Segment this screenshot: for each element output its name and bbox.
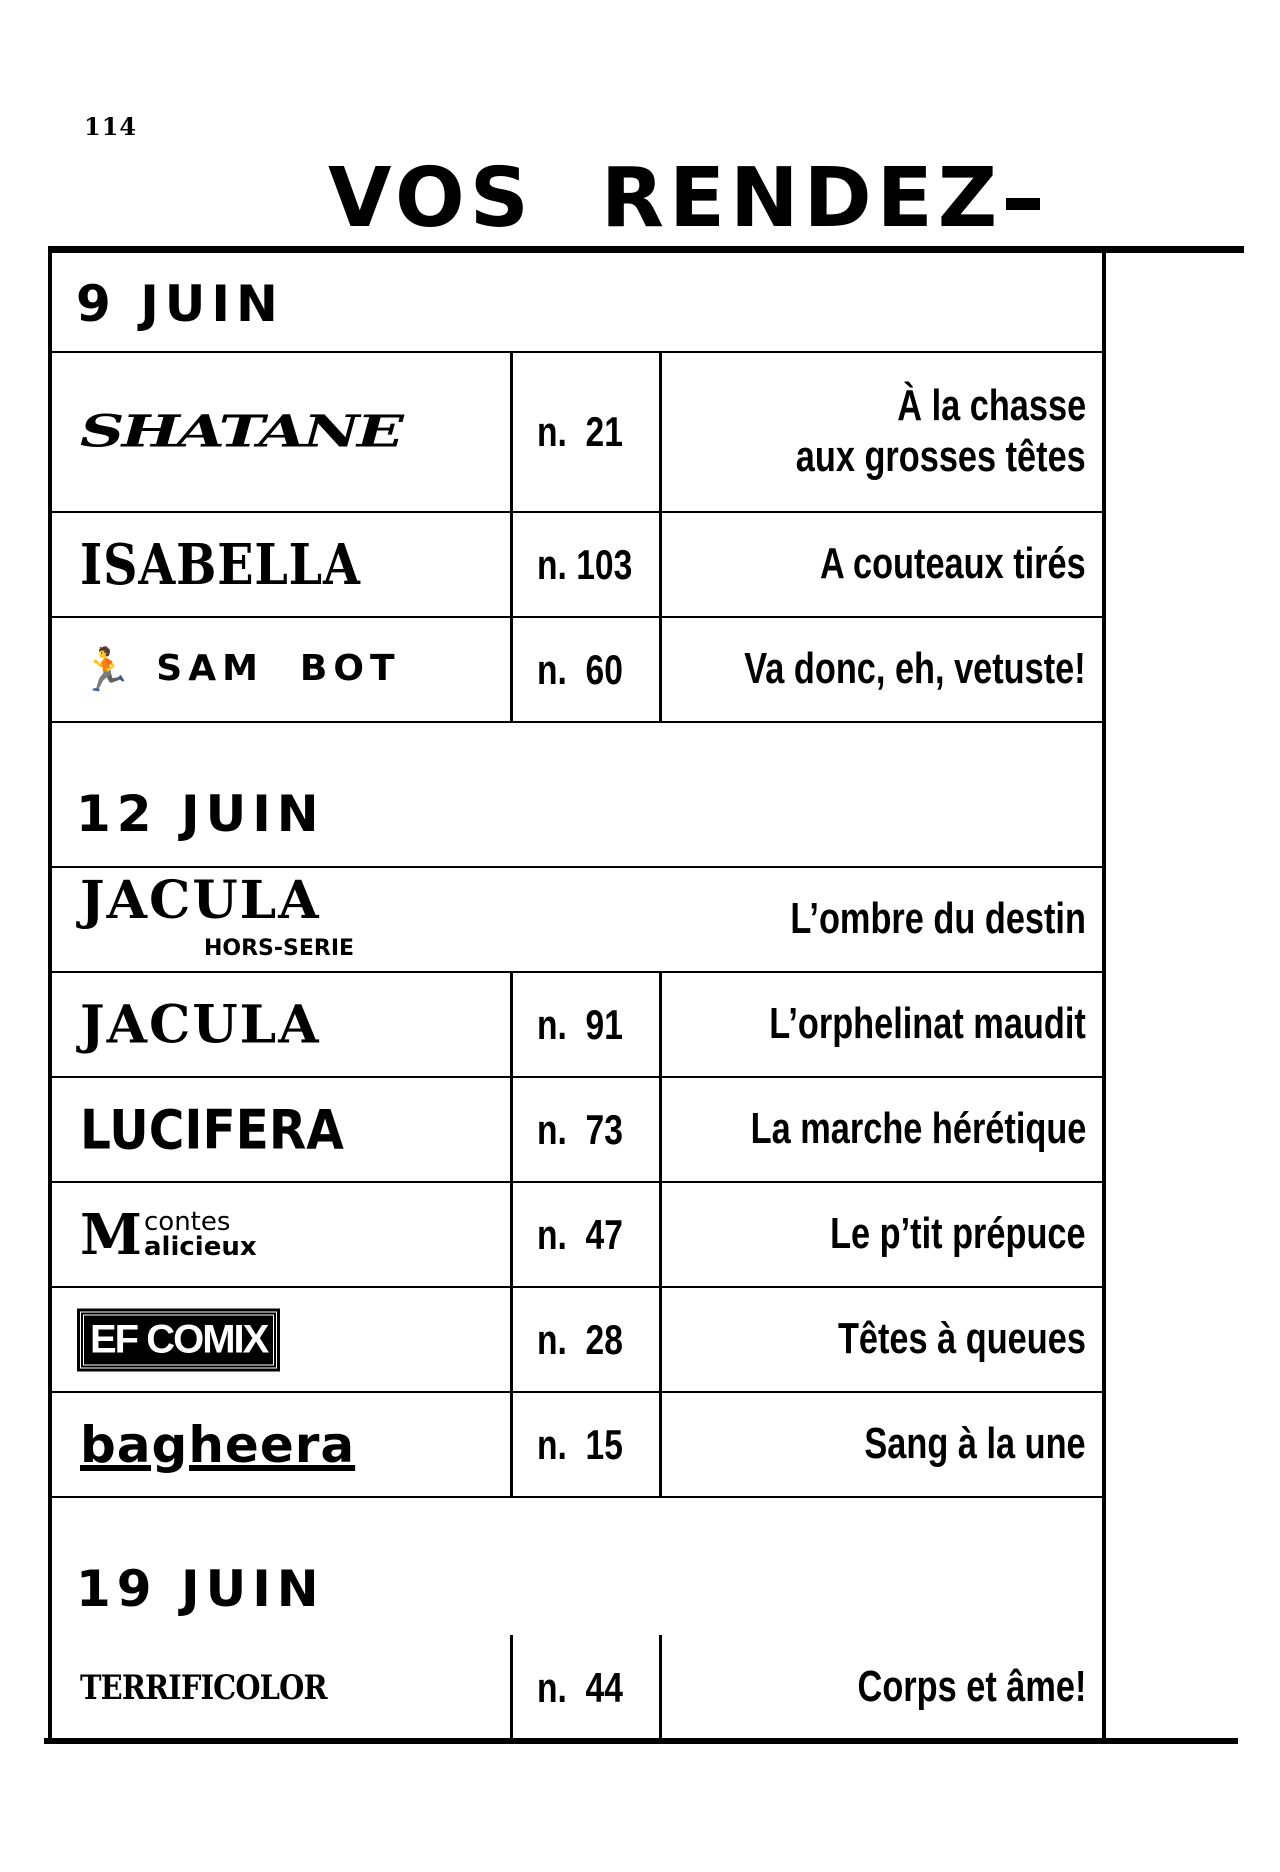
issue-number: n. 21: [510, 353, 662, 511]
logo-cell: [52, 353, 510, 511]
contes-mark: M: [80, 1201, 142, 1268]
date-label: 12 JUIN: [76, 785, 325, 843]
logo-cell: [52, 973, 510, 1076]
logo-cell: [52, 1078, 510, 1181]
bagheera-logo: bagheera: [80, 1415, 356, 1474]
table-row: [52, 618, 1102, 723]
title-dash: [1006, 198, 1040, 210]
story-title: L’orphelinat maudit: [769, 999, 1086, 1049]
table-row: [52, 1288, 1102, 1393]
table-row: [52, 1393, 1102, 1498]
runner-icon: 🏃: [80, 644, 139, 694]
date-header-19-juin: [52, 1498, 1102, 1638]
issue-number: n. 91: [510, 973, 662, 1076]
issue-number: n. 15: [510, 1393, 662, 1496]
bottom-rule: [44, 1738, 1238, 1744]
page-number: 114: [84, 112, 138, 141]
story-title: A couteaux tirés: [820, 539, 1086, 589]
story-title: L’ombre du destin: [790, 894, 1086, 944]
date-label: 19 JUIN: [76, 1560, 325, 1618]
table-row: [52, 1078, 1102, 1183]
ef-comix-logo: EF COMIX: [80, 1311, 277, 1368]
sam-bot-logo: 🏃 SAM BOT: [80, 644, 401, 694]
table-row: [52, 1635, 1102, 1740]
isabella-logo: ISABELLA: [80, 531, 361, 598]
logo-cell: [52, 513, 510, 616]
jacula-logo: JACULA: [80, 994, 321, 1055]
logo-cell: [52, 618, 510, 721]
date-label: 9 JUIN: [76, 275, 284, 333]
logo-cell: [52, 868, 510, 971]
date-header-12-juin: [52, 723, 1102, 868]
table-row: [52, 1183, 1102, 1288]
logo-cell: [52, 1393, 510, 1496]
schedule-table: [48, 253, 1106, 1740]
hors-serie-label: HORS-SERIE: [204, 936, 355, 961]
top-rule: [48, 246, 1244, 253]
logo-cell: [52, 1183, 510, 1286]
issue-number: n. 73: [510, 1078, 662, 1181]
logo-cell: [52, 1635, 510, 1740]
jacula-hors-serie-logo: JACULA HORS-SERIE: [80, 870, 355, 961]
story-title: À la chasse aux grosses têtes: [796, 381, 1086, 481]
issue-number: n. 103: [510, 513, 662, 616]
issue-number: n. 28: [510, 1288, 662, 1391]
page-title: VOS RENDEZ: [328, 158, 1040, 240]
issue-number: n. 44: [510, 1635, 662, 1740]
logo-cell: [52, 1288, 510, 1391]
issue-number: n. 47: [510, 1183, 662, 1286]
issue-number: n. 60: [510, 618, 662, 721]
table-row: [52, 513, 1102, 618]
terrificolor-logo: TERRIFICOLOR: [80, 1667, 327, 1708]
story-title: La marche hérétique: [750, 1104, 1086, 1154]
story-title: Va donc, eh, vetuste!: [744, 644, 1086, 694]
date-header-9-juin: [52, 253, 1102, 353]
story-title: Le p’tit prépuce: [830, 1209, 1086, 1259]
contes-malicieux-logo: M contes alicieux: [80, 1201, 257, 1268]
lucifera-logo: LUCIFERA: [80, 1098, 344, 1161]
story-title: Corps et âme!: [857, 1662, 1086, 1712]
shatane-logo: SHATANE: [80, 406, 402, 458]
table-row: [52, 353, 1102, 513]
story-title: Sang à la une: [864, 1419, 1086, 1469]
table-row: [52, 868, 1102, 973]
table-row: [52, 973, 1102, 1078]
story-title: Têtes à queues: [838, 1314, 1086, 1364]
